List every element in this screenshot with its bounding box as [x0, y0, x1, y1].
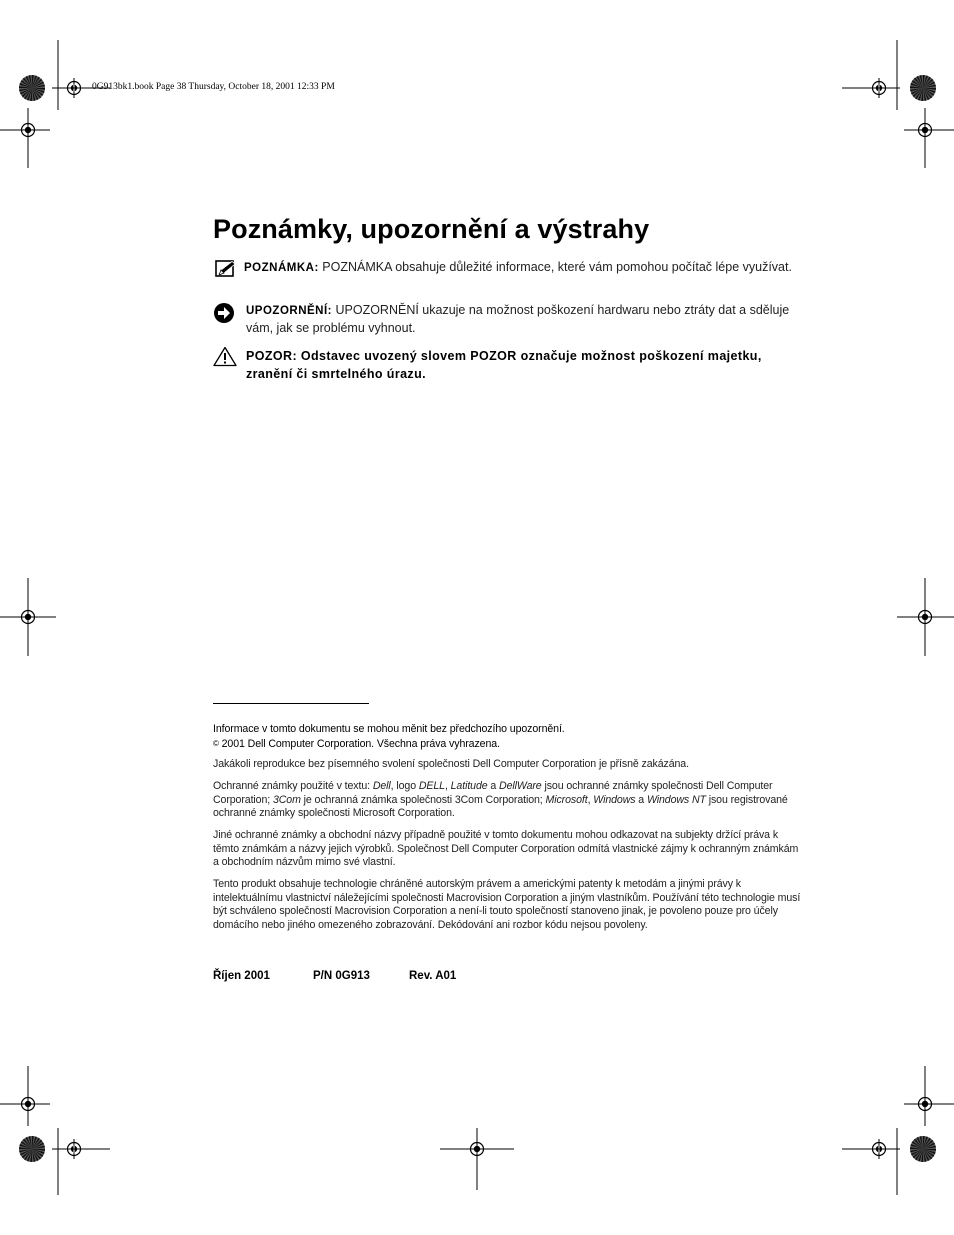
reproduction-notice: Jakákoli reprodukce bez písemného svolení společnosti Dell Computer Corporation je přísně zakázána.	[213, 758, 689, 770]
color-starburst-icon	[910, 75, 936, 101]
tm-windows-nt: Windows NT	[646, 793, 706, 806]
legal-notice-block	[213, 723, 813, 751]
color-starburst-icon	[19, 75, 45, 101]
footnote-rule	[213, 703, 369, 704]
trademark-notice: Ochranné známky použité v textu: Dell, logo DELL, Latitude a DellWare jsou ochranné známky společnosti Dell Computer Corporation; 3Com je ochranná známka společnosti 3Com Corporation; Microsoft, Windows a Windows NT jsou registrované ochranné známky společnosti Microsoft Corporation.	[213, 780, 788, 820]
caution-notice	[213, 302, 793, 337]
change-notice: Informace v tomto dokumentu se mohou měnit bez předchozího upozornění.	[213, 723, 565, 735]
caution-arrow-icon	[213, 302, 235, 324]
warning-notice	[213, 347, 793, 383]
tm-microsoft: Microsoft	[545, 793, 588, 806]
copyright-line	[213, 737, 813, 752]
tm-dell: Dell	[372, 780, 391, 792]
book-file-info: 0G913bk1.book Page 38 Thursday, October 18, 2001 12:33 PM	[92, 82, 335, 92]
warning-triangle-icon	[213, 346, 237, 367]
macrovision-notice: Tento produkt obsahuje technologie chráněné autorským právem a americkými patenty k metodám a jinými právy k intelektuálnímu vlastnictví náležejícími společnosti Macrovision Corporation a jiným vlastníkům. Používání této technologie musí být schváleno společností Macrovision Corporation a není-li touto společností stanoveno jinak, je povoleno pouze pro účely domácího nebo jiného omezeného zobrazování. Dekódování ani rozbor kódu nejsou povoleny.	[213, 878, 801, 931]
tm-dell-logo: DELL	[418, 780, 445, 792]
footer-revision: Rev. A01	[409, 970, 457, 982]
color-starburst-icon	[910, 1136, 936, 1162]
copyright-text: 2001 Dell Computer Corporation. Všechna práva vyhrazena.	[221, 737, 500, 750]
note-notice	[213, 259, 793, 277]
copyright-symbol: ©	[213, 738, 219, 748]
footer-part-number: P/N 0G913	[313, 970, 370, 982]
tm-windows: Windows	[593, 793, 636, 806]
note-text: POZNÁMKA obsahuje důležité informace, které vám pomohou počítač lépe využívat.	[322, 260, 792, 274]
footer-date: Říjen 2001	[213, 970, 270, 982]
color-starburst-icon	[19, 1136, 45, 1162]
pencil-note-icon	[215, 260, 237, 278]
tm-3com: 3Com	[272, 793, 301, 806]
caution-label: UPOZORNĚNÍ:	[246, 305, 332, 317]
tm-dellware: DellWare	[499, 780, 542, 792]
note-label: POZNÁMKA:	[244, 262, 319, 274]
warning-text: POZOR: Odstavec uvozený slovem POZOR označuje možnost poškození majetku, zranění či smrtelného úrazu.	[246, 349, 762, 381]
other-trademarks-notice: Jiné ochranné známky a obchodní názvy případně použité v tomto dokumentu mohou odkazovat na subjekty držící práva k těmto známkám a názvy jejich výrobků. Společnost Dell Computer Corporation odmítá vlastnické zájmy k ochranným známkám a obchodním názvům mimo své vlastní.	[213, 829, 799, 869]
tm-latitude: Latitude	[450, 780, 488, 792]
page-title: Poznámky, upozornění a výstrahy	[213, 214, 650, 244]
caution-text: UPOZORNĚNÍ ukazuje na možnost poškození hardwaru nebo ztráty dat a sděluje vám, jak se problému vyhnout.	[246, 303, 790, 335]
